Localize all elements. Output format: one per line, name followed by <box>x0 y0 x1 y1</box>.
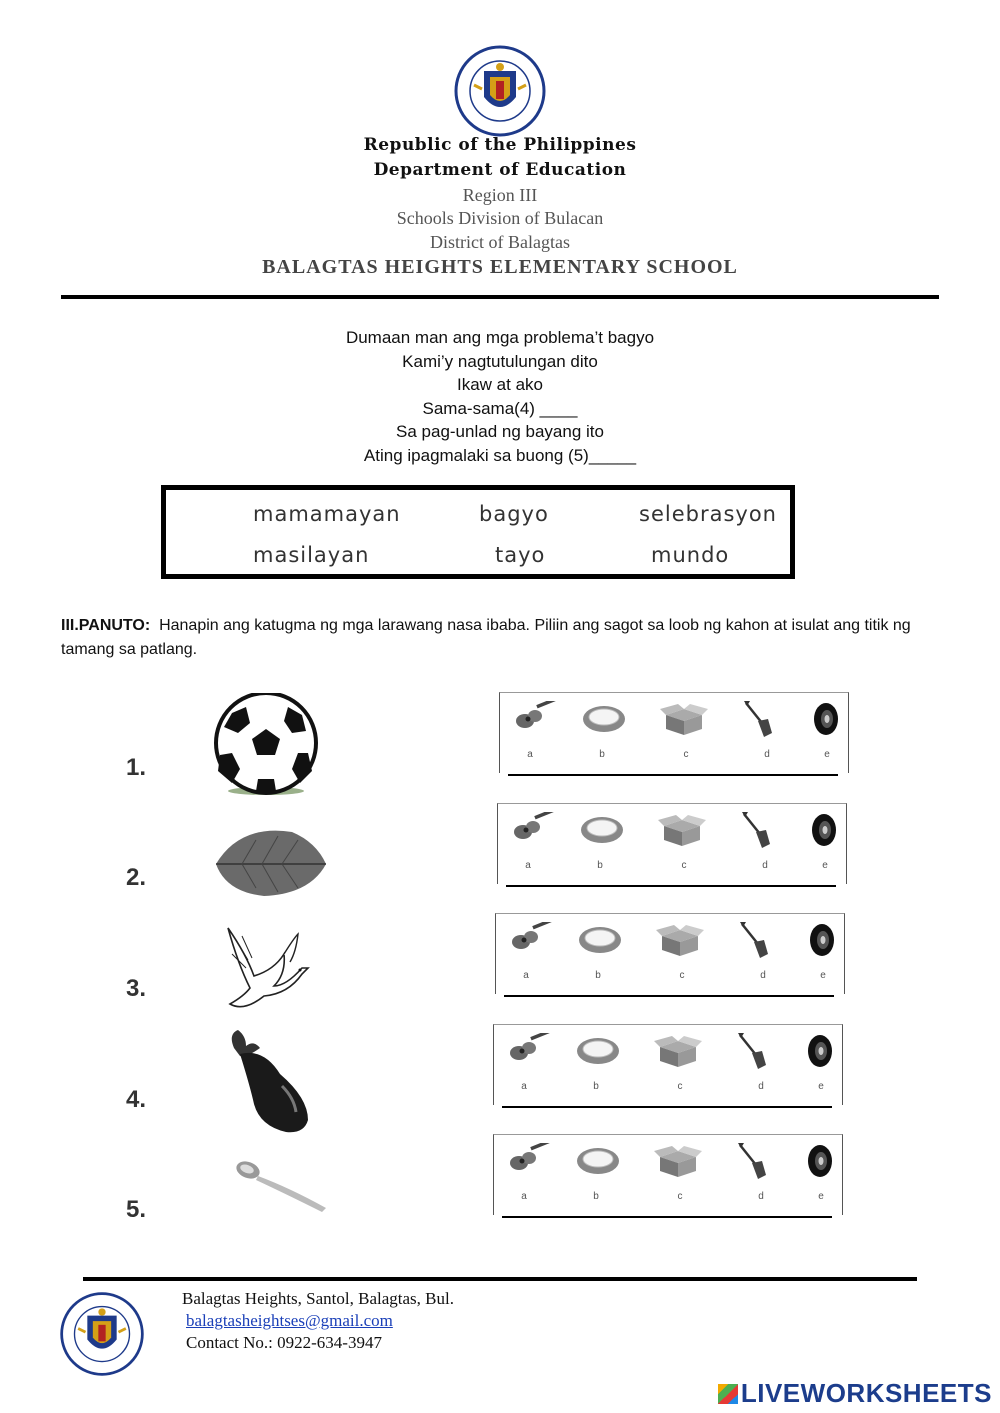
guitar-icon[interactable] <box>509 1143 557 1177</box>
choice-letter-e: e <box>824 749 830 760</box>
choice-letter-a: a <box>521 1081 527 1092</box>
word-option: selebrasyon <box>639 502 777 526</box>
tire-icon[interactable] <box>808 922 838 958</box>
header-divider <box>61 295 939 299</box>
choice-letter-a: a <box>525 860 531 871</box>
box-icon[interactable] <box>656 922 704 958</box>
answer-blank-3[interactable] <box>504 995 834 997</box>
box-icon[interactable] <box>660 701 708 737</box>
header-district: District of Balagtas <box>430 232 570 252</box>
choice-letter-e: e <box>822 860 828 871</box>
poem-line: Ating ipagmalaki sa buong (5)_____ <box>363 445 637 465</box>
choice-box-3 <box>495 913 845 994</box>
instruction-text: Hanapin ang katugma ng mga larawang nasa ibaba. Piliin ang sagot sa loob ng kahon at isulat ang titik ng tamang sa patlang. <box>61 617 911 658</box>
instruction <box>61 614 931 662</box>
word-option: tayo <box>495 543 546 567</box>
choice-letter-d: d <box>760 970 766 981</box>
soap-icon[interactable] <box>576 1143 624 1177</box>
choice-box-2 <box>497 803 847 884</box>
poem <box>0 326 1000 467</box>
choice-letter-b: b <box>593 1081 599 1092</box>
answer-blank-5[interactable] <box>502 1216 832 1218</box>
tire-icon[interactable] <box>806 1143 836 1179</box>
tire-icon[interactable] <box>806 1033 836 1069</box>
tire-icon[interactable] <box>812 701 842 737</box>
liveworksheets-logo-icon <box>718 1384 738 1404</box>
poem-line: Sa pag-unlad ng bayang ito <box>396 422 604 441</box>
choice-letter-b: b <box>599 749 605 760</box>
poem-line: Kami’y nagtutulungan dito <box>402 351 598 371</box>
choice-letter-c: c <box>677 1081 683 1092</box>
choice-letter-e: e <box>818 1081 824 1092</box>
choice-letter-c: c <box>683 749 689 760</box>
item-number: 3. <box>126 975 147 1002</box>
guitar-icon[interactable] <box>515 701 563 735</box>
deped-seal-footer-icon <box>58 1290 146 1378</box>
word-option: mundo <box>651 543 730 567</box>
word-option: bagyo <box>479 502 549 526</box>
leaf-picture <box>212 822 330 902</box>
header-department: Department of Education <box>373 160 627 180</box>
choice-box-1 <box>499 692 849 773</box>
shovel-icon[interactable] <box>738 922 772 960</box>
answer-blank-2[interactable] <box>506 885 836 887</box>
choice-letter-a: a <box>527 749 533 760</box>
tire-icon[interactable] <box>810 812 840 848</box>
footer-address: Balagtas Heights, Santol, Balagtas, Bul. <box>182 1289 454 1308</box>
choice-box-4 <box>493 1024 843 1105</box>
choice-letter-b: b <box>595 970 601 981</box>
soap-icon[interactable] <box>580 812 628 846</box>
liveworksheets-watermark <box>718 1378 992 1409</box>
footer-divider <box>83 1277 917 1281</box>
answer-blank-4[interactable] <box>502 1106 832 1108</box>
header-region: Region III <box>462 185 538 205</box>
soap-icon[interactable] <box>576 1033 624 1067</box>
soap-icon[interactable] <box>578 922 626 956</box>
choice-box-5 <box>493 1134 843 1215</box>
guitar-icon[interactable] <box>509 1033 557 1067</box>
word-option: mamamayan <box>253 502 401 526</box>
shovel-icon[interactable] <box>736 1143 770 1181</box>
item-number: 2. <box>126 864 147 891</box>
school-name: BALAGTAS HEIGHTS ELEMENTARY SCHOOL <box>262 256 738 278</box>
choice-letter-b: b <box>597 860 603 871</box>
shovel-icon[interactable] <box>736 1033 770 1071</box>
choice-letter-a: a <box>523 970 529 981</box>
deped-seal-icon <box>452 43 548 139</box>
shovel-icon[interactable] <box>742 701 776 739</box>
word-box <box>161 485 795 579</box>
answer-blank-1[interactable] <box>508 774 838 776</box>
item-number: 1. <box>126 754 147 781</box>
choice-letter-a: a <box>521 1191 527 1202</box>
choice-letter-d: d <box>764 749 770 760</box>
guitar-icon[interactable] <box>511 922 559 956</box>
shovel-icon[interactable] <box>740 812 774 850</box>
header-republic: Republic of the Philippines <box>363 135 637 155</box>
choice-letter-e: e <box>820 970 826 981</box>
choice-letter-e: e <box>818 1191 824 1202</box>
choice-letter-c: c <box>677 1191 683 1202</box>
soap-icon[interactable] <box>582 701 630 735</box>
choice-letter-d: d <box>762 860 768 871</box>
choice-letter-d: d <box>758 1081 764 1092</box>
poem-line: Ikaw at ako <box>457 375 543 394</box>
box-icon[interactable] <box>654 1033 702 1069</box>
spoon-picture <box>234 1158 330 1216</box>
item-number: 4. <box>126 1086 147 1113</box>
choice-letter-c: c <box>681 860 687 871</box>
poem-line: Dumaan man ang mga problema’t bagyo <box>345 328 655 347</box>
item-number: 5. <box>126 1196 147 1223</box>
choice-letter-d: d <box>758 1191 764 1202</box>
box-icon[interactable] <box>658 812 706 848</box>
choice-letter-b: b <box>593 1191 599 1202</box>
header-division: Schools Division of Bulacan <box>396 208 604 228</box>
eggplant-picture <box>224 1028 316 1134</box>
footer-contact: Contact No.: 0922-634-3947 <box>186 1333 382 1352</box>
watermark-text: LIVEWORKSHEETS <box>740 1378 992 1408</box>
soccer-ball-picture <box>210 693 322 797</box>
choice-letter-c: c <box>679 970 685 981</box>
dove-picture <box>224 924 310 1014</box>
poem-line: Sama-sama(4) ____ <box>422 398 578 418</box>
instruction-label: III.PANUTO: <box>61 617 151 634</box>
footer-email-link[interactable]: balagtasheightses@gmail.com <box>186 1311 393 1330</box>
guitar-icon[interactable] <box>513 812 561 846</box>
word-option: masilayan <box>253 543 370 567</box>
box-icon[interactable] <box>654 1143 702 1179</box>
